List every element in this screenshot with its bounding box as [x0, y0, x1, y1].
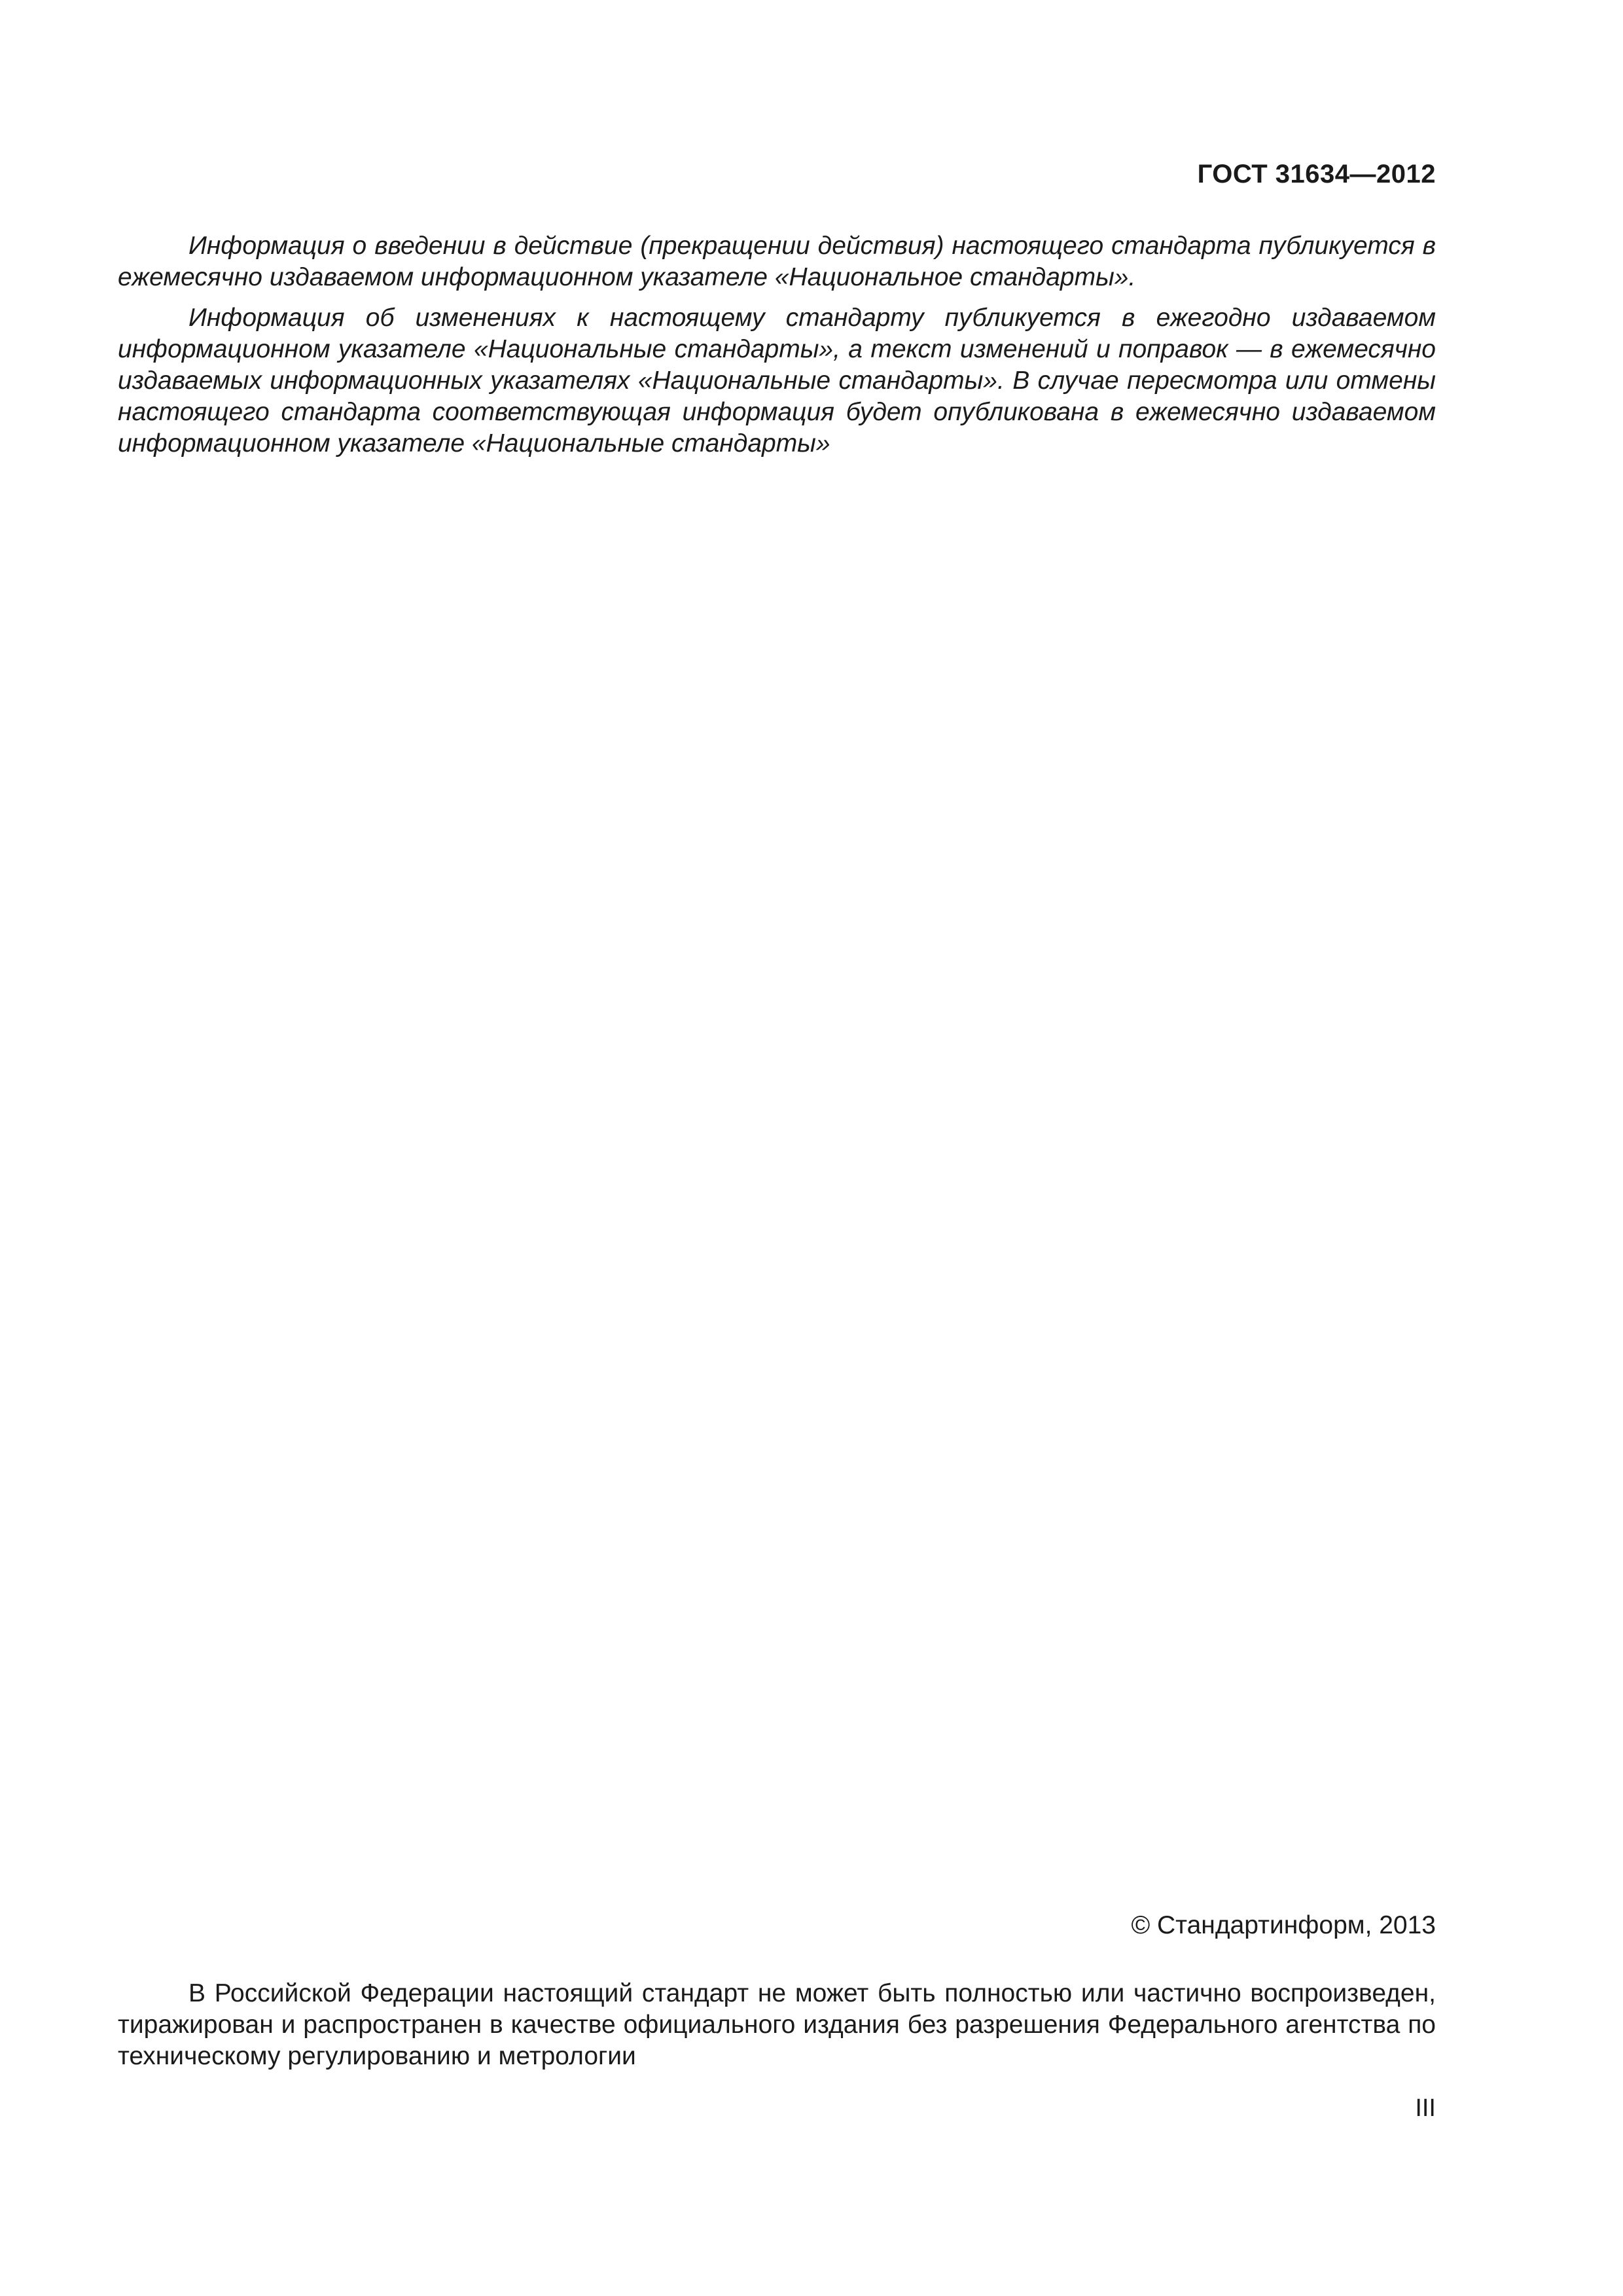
standard-header: ГОСТ 31634—2012 [1197, 160, 1436, 188]
reproduction-restriction-notice: В Российской Федерации настоящий стандарт не может быть полностью или частично воспроизведен, тиражирован и распространен в качестве официального издания без разрешения Федерального агентства по техническому регулированию и метрологии [118, 1979, 1436, 2070]
publication-info-block [118, 230, 1436, 469]
info-paragraph-amendments: Информация об изменениях к настоящему стандарту публикуется в ежегодно издаваемом информационном указателе «Национальные стандарты», а текст изменений и поправок — в ежемесячно издаваемых информационных указателях «Национальные стандарты». В случае пересмотра или отмены настоящего стандарта соответствующая информация будет опубликована в ежемесячно издаваемом информационном указателе «Национальные стандарты» [118, 304, 1436, 457]
page-number: III [1415, 2094, 1436, 2122]
copyright-notice: © Стандартинформ, 2013 [1131, 1911, 1436, 1939]
info-paragraph-introduction: Информация о введении в действие (прекращении действия) настоящего стандарта публикуется в ежемесячно издаваемом информационном указателе «Национальное стандарты». [118, 232, 1436, 291]
